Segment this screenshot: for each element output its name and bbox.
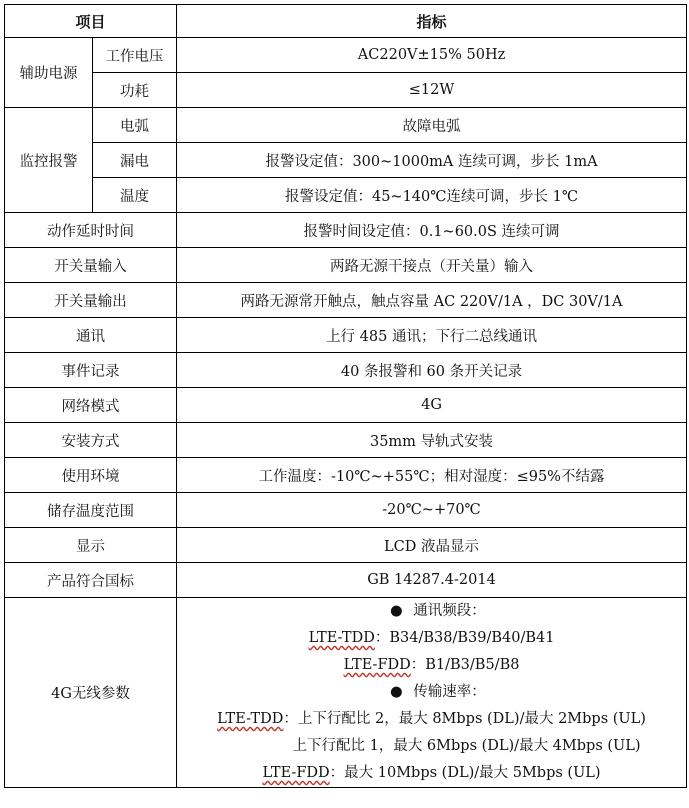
row-name: 功耗 (93, 73, 177, 108)
fdd-label: LTE-FDD (262, 765, 330, 781)
group-label-alarm: 监控报警 (5, 108, 93, 213)
table-row (5, 493, 687, 528)
row-name: 使用环境 (5, 458, 177, 493)
row-name: 产品符合国标 (5, 563, 177, 598)
table-row (5, 283, 687, 318)
header-spec: 指标 (177, 5, 687, 38)
table-row (5, 388, 687, 423)
group-label-power: 辅助电源 (5, 38, 93, 108)
tdd-rate-1: ：上下行配比 2，最大 8Mbps (DL)/最大 2Mbps (UL) (283, 711, 646, 727)
row-name: 动作延时时间 (5, 213, 177, 248)
table-row (5, 178, 687, 213)
band-title: 通讯频段： (413, 603, 486, 619)
tdd-rate-2: 上下行配比 1，最大 6Mbps (DL)/最大 4Mbps (UL) (292, 738, 641, 754)
bullet-icon: ● (389, 603, 403, 619)
table-row (5, 353, 687, 388)
row-value: 两路无源常开触点，触点容量 AC 220V/1A ，DC 30V/1A (177, 283, 687, 318)
fdd-rate-line (181, 760, 682, 787)
table-row (5, 318, 687, 353)
fdd-bands: ：B1/B3/B5/B8 (410, 657, 520, 673)
radio-params (177, 598, 687, 788)
row-value: 40 条报警和 60 条开关记录 (177, 353, 687, 388)
row-name: 安装方式 (5, 423, 177, 458)
fdd-rate: ：最大 10Mbps (DL)/最大 5Mbps (UL) (329, 765, 601, 781)
table-row (5, 563, 687, 598)
row-name: 显示 (5, 528, 177, 563)
row-name: 开关量输入 (5, 248, 177, 283)
table-row-radio (5, 598, 687, 788)
table-row (5, 143, 687, 178)
table-row (5, 528, 687, 563)
row-name: 开关量输出 (5, 283, 177, 318)
row-value: LCD 液晶显示 (177, 528, 687, 563)
table-row (5, 108, 687, 143)
row-name: 工作电压 (93, 38, 177, 73)
tdd-label: LTE-TDD (308, 630, 375, 646)
table-row (5, 73, 687, 108)
row-name: 电弧 (93, 108, 177, 143)
tdd-bands: ：B34/B38/B39/B40/B41 (374, 630, 555, 646)
row-value: 报警设定值：45~140℃连续可调，步长 1℃ (177, 178, 687, 213)
row-name: 事件记录 (5, 353, 177, 388)
fdd-label: LTE-FDD (343, 657, 411, 673)
row-value: 故障电弧 (177, 108, 687, 143)
table-row (5, 248, 687, 283)
rate-title: 传输速率： (413, 684, 486, 700)
row-name: 通讯 (5, 318, 177, 353)
bullet-icon: ● (389, 684, 403, 700)
header-item: 项目 (5, 5, 177, 38)
row-name: 漏电 (93, 143, 177, 178)
table-row (5, 38, 687, 73)
row-value: 两路无源干接点（开关量）输入 (177, 248, 687, 283)
row-value: ≤12W (177, 73, 687, 108)
table-row (5, 458, 687, 493)
tdd-rate-line (181, 706, 682, 733)
row-value: 报警时间设定值：0.1~60.0S 连续可调 (177, 213, 687, 248)
rate-title-line (181, 679, 682, 706)
tdd-band-line (181, 625, 682, 652)
tdd-rate-line-2 (181, 733, 682, 760)
row-value: 4G (177, 388, 687, 423)
row-value: AC220V±15% 50Hz (177, 38, 687, 73)
row-name: 网络模式 (5, 388, 177, 423)
spec-table (4, 4, 687, 788)
row-value: GB 14287.4-2014 (177, 563, 687, 598)
row-value: 上行 485 通讯；下行二总线通讯 (177, 318, 687, 353)
band-title-line (181, 598, 682, 625)
row-name: 4G无线参数 (5, 598, 177, 788)
row-value: 工作温度：-10℃~+55℃；相对湿度：≤95%不结露 (177, 458, 687, 493)
tdd-label: LTE-TDD (217, 711, 284, 727)
row-name: 温度 (93, 178, 177, 213)
header-row (5, 5, 687, 38)
table-row (5, 423, 687, 458)
row-value: 35mm 导轨式安装 (177, 423, 687, 458)
row-value: -20℃~+70℃ (177, 493, 687, 528)
fdd-band-line (181, 652, 682, 679)
row-value: 报警设定值：300~1000mA 连续可调，步长 1mA (177, 143, 687, 178)
table-row (5, 213, 687, 248)
row-name: 储存温度范围 (5, 493, 177, 528)
